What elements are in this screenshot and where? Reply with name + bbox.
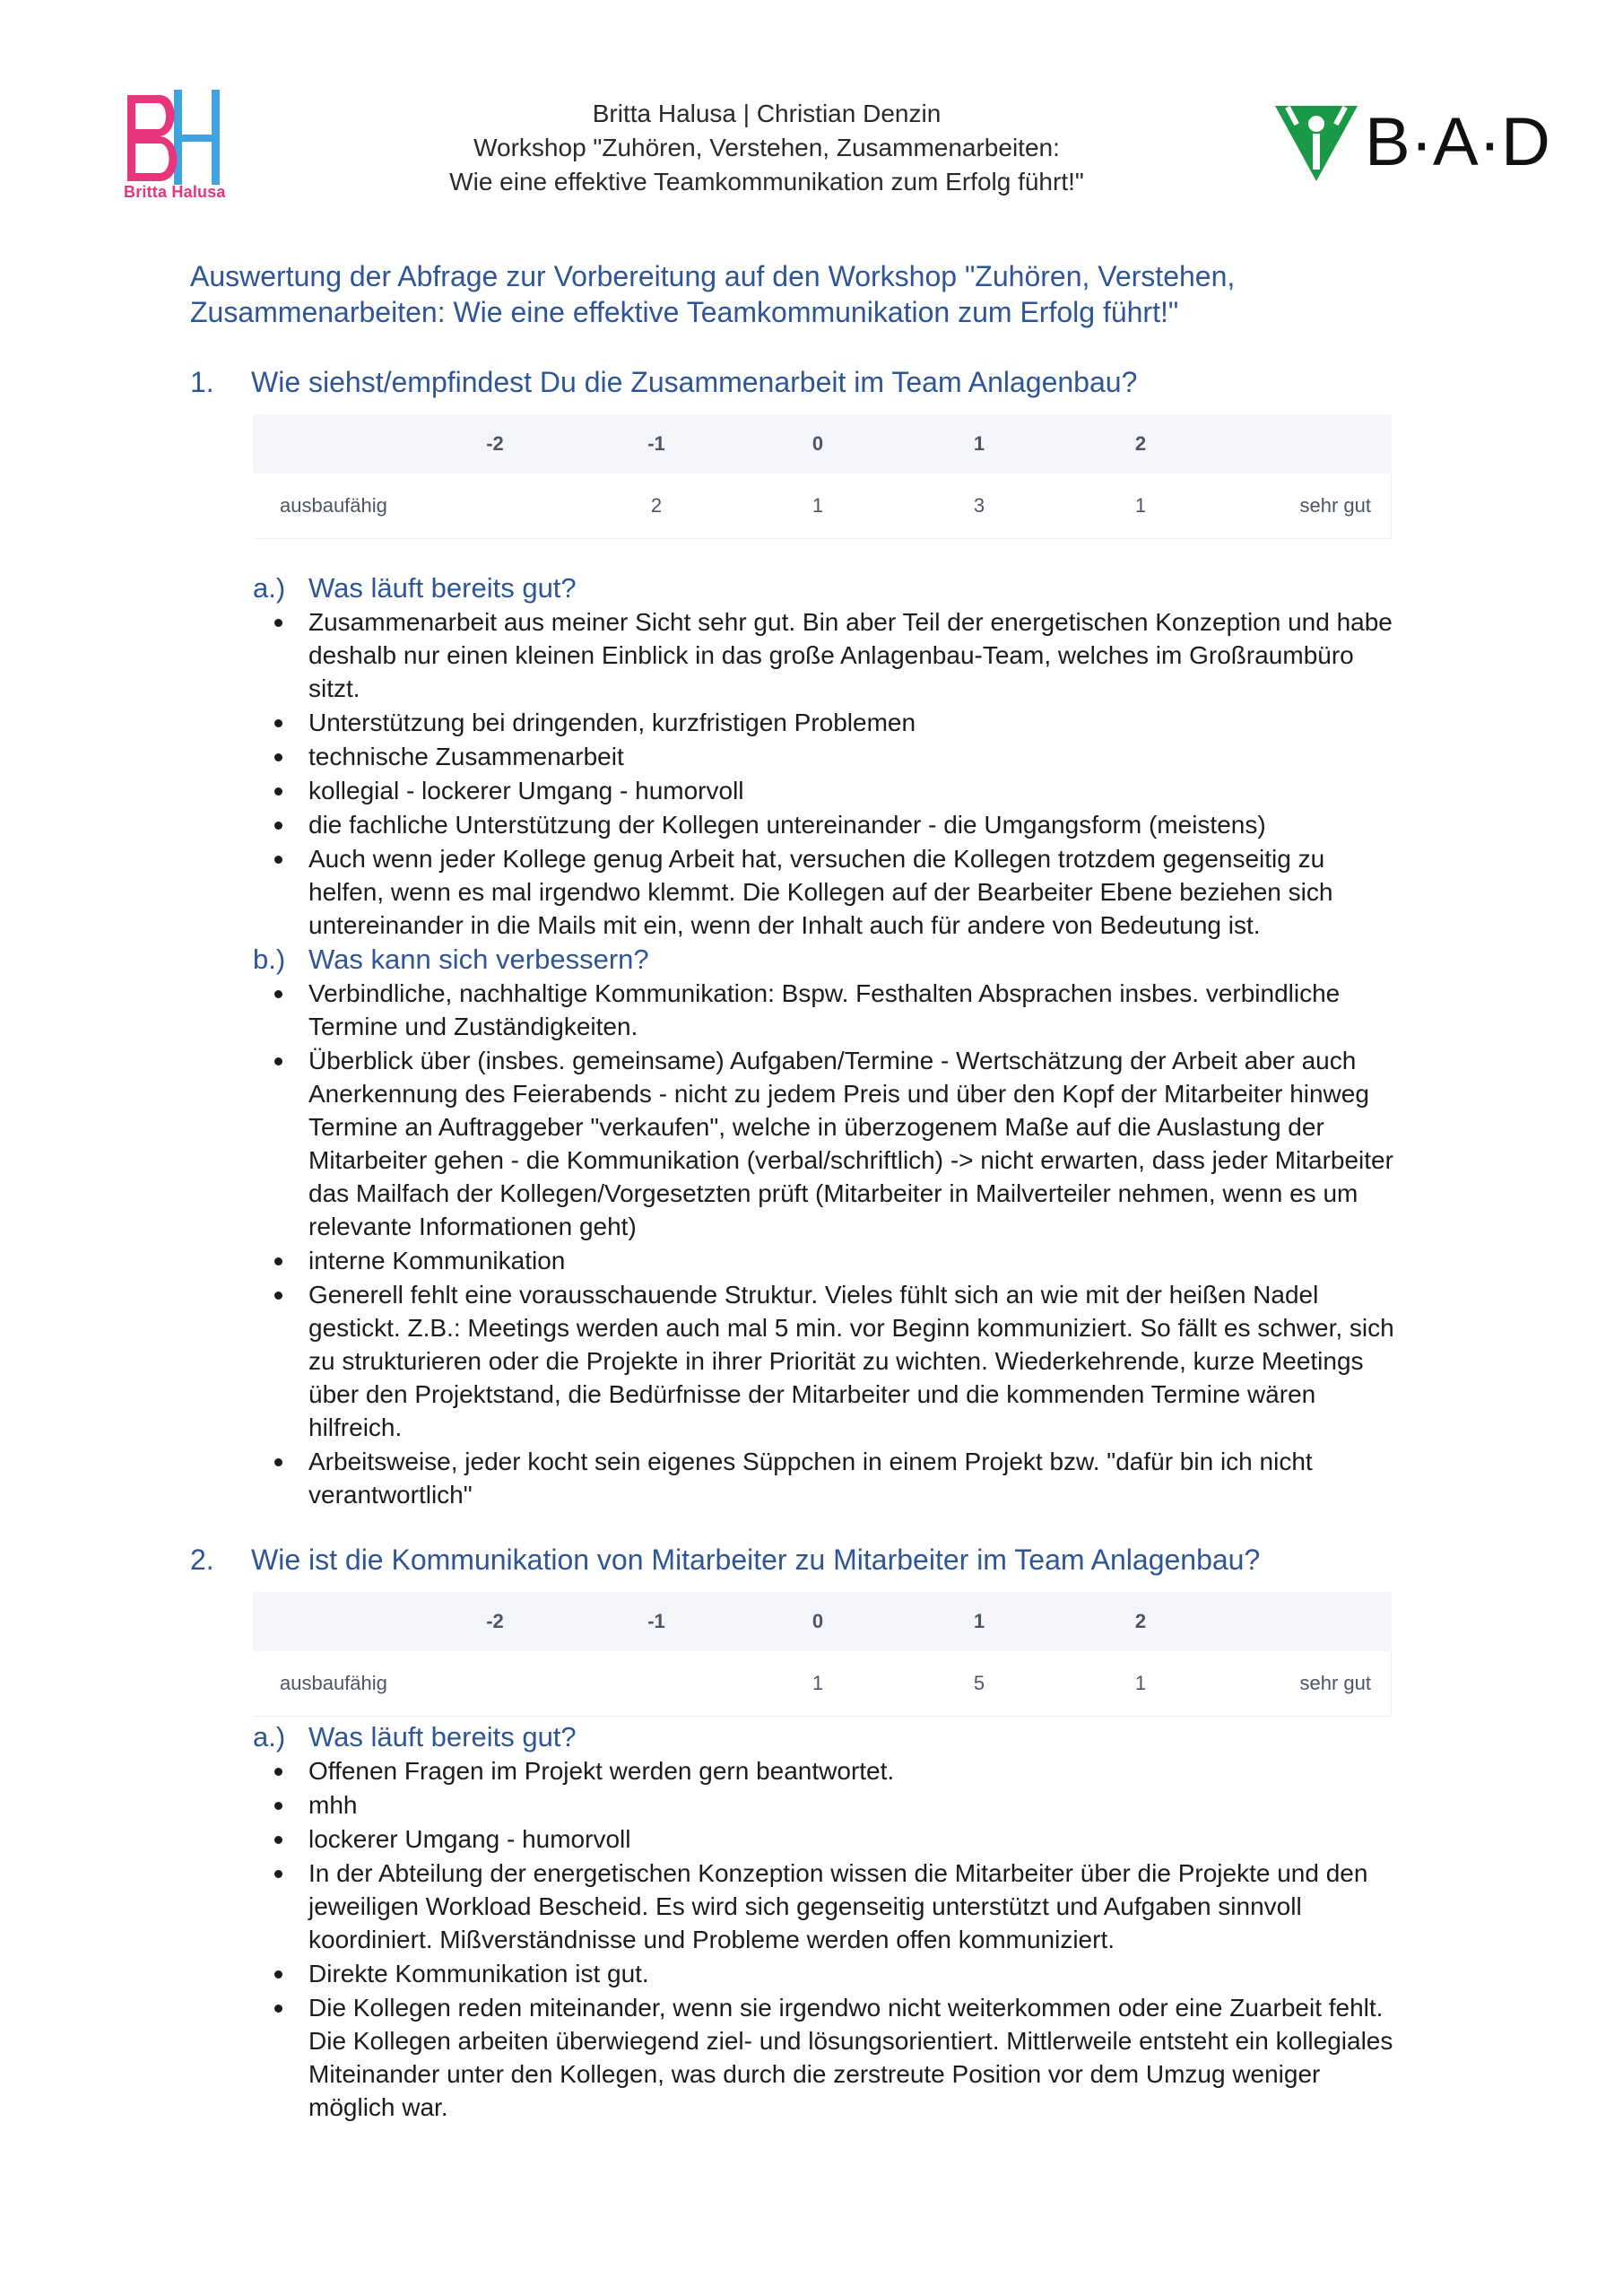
rating-values-row bbox=[253, 1651, 1392, 1717]
question-1-heading bbox=[190, 364, 1445, 400]
question-1b-label: b.) bbox=[253, 944, 286, 975]
rating-scale-minus1: -1 bbox=[647, 1610, 665, 1632]
list-item: lockerer Umgang - humorvoll bbox=[253, 1822, 1401, 1856]
list-item: Zusammenarbeit aus meiner Sicht sehr gut. Bin aber Teil der energetischen Konzeption und habe deshalb nur einen kleinen Einblick in das große Anlagenbau-Team, welches im Großraumbüro sitzt. bbox=[253, 605, 1401, 705]
list-item: Generell fehlt eine vorausschauende Struktur. Vieles fühlt sich an wie mit der heißen Nadel gestickt. Z.B.: Meetings werden auch mal 5 min. vor Beginn kommuniziert. So fällt es schwer, sich zu strukturieren oder die Projekte in ihrer Priorität zu wichten. Wiederkehrende, kurze Meetings über den Projektstand, die Bedürfnisse der Mitarbeiter und die kommenden Termine wären hilfreich. bbox=[253, 1278, 1401, 1444]
question-2-heading bbox=[190, 1542, 1445, 1578]
list-item: In der Abteilung der energetischen Konzeption wissen die Mitarbeiter über die Projekte und den jeweiligen Workload Bescheid. Es wird sich gegenseitig unterstützt und Aufgaben sinnvoll koordiniert. Mißverständnisse und Probleme werden offen kommuniziert. bbox=[253, 1857, 1401, 1956]
bad-logo bbox=[1273, 100, 1550, 187]
list-item: kollegial - lockerer Umgang - humorvoll bbox=[253, 774, 1401, 807]
list-item: Unterstützung bei dringenden, kurzfristigen Problemen bbox=[253, 706, 1401, 739]
question-1b-list bbox=[253, 977, 1401, 1511]
rating-count-2: 1 bbox=[1134, 494, 1147, 517]
question-1a-list bbox=[253, 605, 1401, 942]
report-title: Auswertung der Abfrage zur Vorbereitung auf den Workshop "Zuhören, Verstehen, Zusammenarbeiten: Wie eine effektive Teamkommunikation zum Erfolg führt!" bbox=[190, 260, 1236, 328]
rating-count-minus1: 2 bbox=[650, 494, 663, 517]
rating-header-row bbox=[253, 414, 1392, 474]
list-item: Arbeitsweise, jeder kocht sein eigenes Süppchen in einem Projekt bzw. "dafür bin ich nicht verantwortlich" bbox=[253, 1445, 1401, 1511]
rating-count-0: 1 bbox=[812, 494, 824, 517]
rating-right-label: sehr gut bbox=[1299, 494, 1371, 517]
question-2a-list bbox=[253, 1754, 1401, 2124]
list-item: Die Kollegen reden miteinander, wenn sie irgendwo nicht weiterkommen oder eine Zuarbeit fehlt. Die Kollegen arbeiten überwiegend ziel- und lösungsorientiert. Mittlerweile entsteht ein kollegiales Miteinander unter den Kollegen, was durch die zerstreute Position vor dem Umzug weniger möglich war. bbox=[253, 1991, 1401, 2124]
list-item: technische Zusammenarbeit bbox=[253, 740, 1401, 773]
rating-header-row bbox=[253, 1592, 1392, 1651]
header-title-block bbox=[448, 97, 1085, 199]
rating-scale-1: 1 bbox=[973, 1610, 985, 1632]
list-item: interne Kommunikation bbox=[253, 1244, 1401, 1277]
rating-scale-2: 2 bbox=[1134, 432, 1147, 455]
question-1a-label: a.) bbox=[253, 572, 286, 604]
rating-values-row bbox=[253, 474, 1392, 539]
list-item: Direkte Kommunikation ist gut. bbox=[253, 1957, 1401, 1990]
question-2-number: 2. bbox=[190, 1544, 214, 1576]
main-content bbox=[190, 258, 1445, 2125]
question-1a-text: Was läuft bereits gut? bbox=[308, 572, 577, 604]
bad-logo-text: B·A·D bbox=[1365, 104, 1550, 180]
rating-scale-2: 2 bbox=[1134, 1610, 1147, 1632]
question-2-text: Wie ist die Kommunikation von Mitarbeiter zu Mitarbeiter im Team Anlagenbau? bbox=[251, 1544, 1261, 1576]
question-2-rating-table bbox=[253, 1592, 1392, 1717]
list-item: mhh bbox=[253, 1788, 1401, 1822]
question-1b-text: Was kann sich verbessern? bbox=[308, 944, 649, 975]
question-2a-text: Was läuft bereits gut? bbox=[308, 1721, 577, 1752]
rating-scale-0: 0 bbox=[812, 432, 824, 455]
rating-right-label: sehr gut bbox=[1299, 1672, 1371, 1694]
rating-left-label: ausbaufähig bbox=[280, 1672, 387, 1694]
list-item: die fachliche Unterstützung der Kollegen untereinander - die Umgangsform (meistens) bbox=[253, 808, 1401, 841]
question-2a-heading bbox=[253, 1720, 1445, 1754]
question-1b-heading bbox=[253, 943, 1445, 977]
rating-count-1: 3 bbox=[973, 494, 985, 517]
question-1-text: Wie siehst/empfindest Du die Zusammenarbeit im Team Anlagenbau? bbox=[251, 366, 1138, 398]
list-item: Auch wenn jeder Kollege genug Arbeit hat, versuchen die Kollegen trotzdem gegenseitig zu helfen, wenn es mal irgendwo klemmt. Die Kollegen auf der Bearbeiter Ebene beziehen sich untereinander in die Mails mit ein, wenn der Inhalt auch für andere von Bedeutung ist. bbox=[253, 842, 1401, 942]
list-item: Verbindliche, nachhaltige Kommunikation: Bspw. Festhalten Absprachen insbes. verbindliche Termine und Zuständigkeiten. bbox=[253, 977, 1401, 1043]
rating-scale-minus2: -2 bbox=[486, 1610, 504, 1632]
list-item: Überblick über (insbes. gemeinsame) Aufgaben/Termine - Wertschätzung der Arbeit aber auch Anerkennung des Feierabends - nicht zu jedem Preis und über den Kopf der Mitarbeiter hinweg Termine an Auftraggeber "verkaufen", welche in überzogenem Maße auf die Auslastung der Mitarbeiter gehen - die Kommunikation (verbal/schriftlich) -> nicht erwarten, dass jeder Mitarbeiter das Mailfach der Kollegen/Vorgesetzten prüft (Mitarbeiter in Mailverteiler nehmen, wenn es um relevante Informationen geht) bbox=[253, 1044, 1401, 1243]
rating-count-0: 1 bbox=[812, 1672, 824, 1694]
header-authors: Britta Halusa | Christian Denzin bbox=[592, 100, 942, 127]
page-header bbox=[0, 0, 1623, 215]
question-1-rating-table bbox=[253, 414, 1392, 539]
britta-halusa-logo-caption: Britta Halusa bbox=[124, 183, 226, 201]
rating-left-label: ausbaufähig bbox=[280, 494, 387, 517]
header-workshop-line1: Workshop "Zuhören, Verstehen, Zusammenarbeiten: bbox=[473, 134, 1060, 161]
question-1-number: 1. bbox=[190, 366, 214, 398]
rating-count-2: 1 bbox=[1134, 1672, 1147, 1694]
rating-scale-0: 0 bbox=[812, 1610, 824, 1632]
question-1a-heading bbox=[253, 571, 1445, 605]
rating-count-1: 5 bbox=[973, 1672, 985, 1694]
rating-scale-minus1: -1 bbox=[647, 432, 665, 455]
rating-scale-1: 1 bbox=[973, 432, 985, 455]
rating-scale-minus2: -2 bbox=[486, 432, 504, 455]
question-2a-label: a.) bbox=[253, 1721, 286, 1752]
list-item: Offenen Fragen im Projekt werden gern beantwortet. bbox=[253, 1754, 1401, 1787]
header-workshop-line2: Wie eine effektive Teamkommunikation zum Erfolg führt!" bbox=[449, 168, 1084, 196]
